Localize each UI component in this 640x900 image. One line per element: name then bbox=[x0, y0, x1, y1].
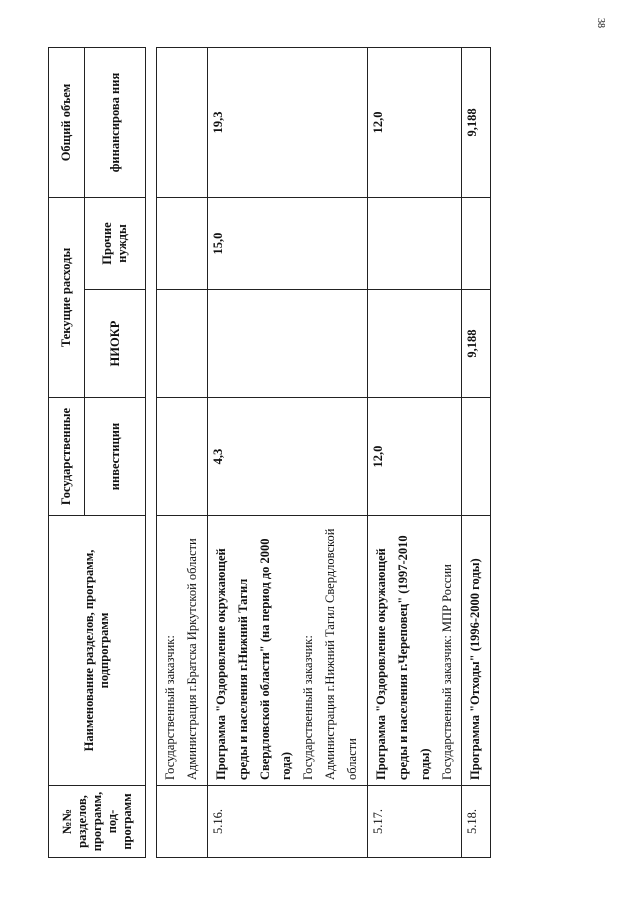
header-current-group: Текущие расходы bbox=[49, 197, 85, 397]
table-row bbox=[367, 47, 462, 857]
row-niokr bbox=[157, 290, 208, 398]
rotated-page bbox=[48, 48, 640, 852]
header-number: №№ разделов, программ, под-программ bbox=[49, 786, 146, 858]
header-niokr: НИОКР bbox=[85, 290, 146, 398]
row-total: 12,0 bbox=[367, 47, 462, 197]
row-investments: 4,3 bbox=[207, 398, 367, 516]
header-total-group: Общий объем bbox=[49, 47, 85, 197]
header-total: финансирова ния bbox=[85, 47, 146, 197]
row-investments: 12,0 bbox=[367, 398, 462, 516]
row-investments bbox=[157, 398, 208, 516]
row-total bbox=[157, 47, 208, 197]
row-investments bbox=[462, 398, 491, 516]
row-title: Программа "Отходы" (1996-2000 годы) bbox=[468, 558, 483, 780]
row-detail: Администрация г.Нижний Тагил Свердловской области bbox=[323, 528, 359, 780]
row-niokr bbox=[207, 290, 367, 398]
row-name bbox=[367, 516, 462, 786]
row-name bbox=[462, 516, 491, 786]
header-investments: инвестиции bbox=[85, 398, 146, 516]
header-row-1 bbox=[49, 47, 85, 857]
row-detail: Администрация г.Братска Иркутской области bbox=[184, 538, 199, 780]
table-row bbox=[207, 47, 367, 857]
row-number bbox=[157, 786, 208, 858]
table-row bbox=[157, 47, 208, 857]
row-other: 15,0 bbox=[207, 197, 367, 289]
row-detail: Государственный заказчик: bbox=[163, 635, 177, 780]
page-number: 38 bbox=[595, 18, 606, 28]
table-row bbox=[462, 47, 491, 857]
document-sheet bbox=[48, 48, 618, 858]
spacer-row bbox=[146, 47, 157, 857]
row-other bbox=[367, 197, 462, 289]
row-name bbox=[157, 516, 208, 786]
row-number: 5.16. bbox=[207, 786, 367, 858]
row-number: 5.17. bbox=[367, 786, 462, 858]
row-detail: Государственный заказчик: bbox=[301, 635, 316, 780]
row-title: Программа "Оздоровление окружающей среды и населения г.Череповец" (1997-2010 годы) bbox=[373, 535, 432, 780]
row-detail: Государственный заказчик: МПР России bbox=[439, 564, 454, 780]
row-niokr bbox=[367, 290, 462, 398]
header-name: Наименование разделов, программ, подпрограмм bbox=[49, 516, 146, 786]
header-gov-group: Государственные bbox=[49, 398, 85, 516]
header-other: Прочие нужды bbox=[85, 197, 146, 289]
row-total: 19,3 bbox=[207, 47, 367, 197]
financing-table bbox=[48, 47, 491, 858]
row-title: Программа "Оздоровление окружающей среды и населения г.Нижний Тагил Свердловской области" (на период до 2000 года) bbox=[213, 538, 294, 780]
row-total: 9,188 bbox=[462, 47, 491, 197]
row-number: 5.18. bbox=[462, 786, 491, 858]
row-other bbox=[462, 197, 491, 289]
row-name bbox=[207, 516, 367, 786]
row-other bbox=[157, 197, 208, 289]
row-niokr: 9,188 bbox=[462, 290, 491, 398]
